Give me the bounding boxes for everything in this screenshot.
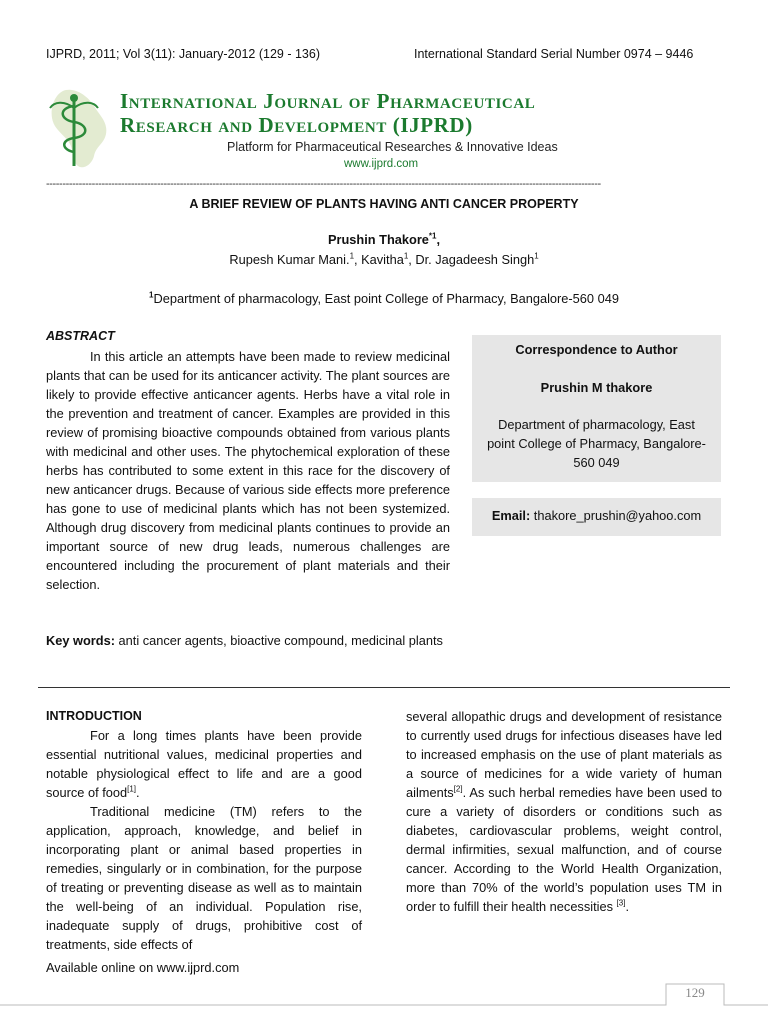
author-line-1: Prushin Thakore$^{*1}$,: [327, 231, 441, 247]
affiliation-sup: 1: [149, 290, 154, 300]
abstract-text: In this article an attempts have been made to review medicinal plants that can be used for its anticancer activity. The plant sources are likely to provide effective anticancer agents. Herbs have a vital role in the prevention and treatment of cancer. Examples are provided in this review of promising bioactive compounds obtained from various plants with medicinal and other uses. The phytochemical exploration of these herbs has contributed to some extent in this race for the discovery of new anticancer drugs. Because of various side effects more preference has gone to use of medicinal plants which has not been systemized. Although drug discovery from medicinal plants continues to provide an important source of new drug leads, numerous challenges are encountered including the procurement of plant materials and their selection.: [46, 349, 450, 592]
correspondence-heading: Correspondence to Author: [515, 342, 678, 357]
author-b-sup: 1: [403, 251, 409, 261]
author-c: , Dr. Jagadeesh Singh: [408, 252, 535, 267]
introduction-paragraph-1: [46, 726, 362, 802]
article-title: A BRIEF REVIEW OF PLANTS HAVING ANTI CANCER PROPERTY: [189, 197, 579, 211]
ref-2[interactable]: [2]: [453, 784, 463, 794]
keywords-label: Key words:: [46, 633, 115, 648]
journal-title-line1: International Journal of Pharmaceutical: [120, 89, 536, 113]
journal-url[interactable]: www.ijprd.com: [344, 158, 419, 170]
author-line-2: [0, 252, 768, 267]
correspondence-address: Department of pharmacology, East point College of Pharmacy, Bangalore-560 049: [487, 417, 706, 470]
page-number-tab: [0, 978, 768, 1024]
intro-col2-text: several allopathic drugs and development of resistance to currently used drugs for infectious diseases have led to increased emphasis on the use of plant materials as a source of medicines for a wide variety of human ailments: [406, 709, 722, 800]
introduction-column-1: [46, 726, 362, 954]
intro-p1-text: For a long times plants have been provide essential nutritional values, medicinal properties and notable physiological effect to life and are a good source of food: [46, 728, 362, 800]
ref-3[interactable]: [3]: [616, 898, 626, 908]
page-number: 129: [685, 985, 705, 1000]
author-c-sup: 1: [534, 251, 539, 261]
email-box: [472, 498, 721, 536]
author-name: Prushin Thakore: [327, 232, 429, 247]
affiliation-text: Department of pharmacology, East point College of Pharmacy, Bangalore-560 049: [153, 291, 619, 306]
journal-title-line2: Research and Development (IJPRD): [120, 113, 473, 137]
correspondence-box: [472, 335, 721, 482]
caduceus-map-logo: [44, 86, 114, 172]
email-label: Email:: [491, 508, 531, 523]
journal-tagline: Platform for Pharmaceutical Researches & Innovative Ideas: [227, 140, 558, 154]
keywords-text: anti cancer agents, bioactive compound, medicinal plants: [114, 633, 443, 648]
introduction-heading: INTRODUCTION: [46, 709, 142, 723]
issn: International Standard Serial Number 0974 – 9446: [414, 47, 694, 61]
introduction-column-2: [406, 707, 722, 916]
abstract-heading: ABSTRACT: [46, 329, 115, 343]
email-address[interactable]: thakore_prushin@yahoo.com: [530, 508, 702, 523]
author-a-sup: 1: [349, 251, 355, 261]
section-divider: [38, 687, 730, 688]
ref-1[interactable]: [1]: [127, 784, 137, 794]
introduction-paragraph-2: Traditional medicine (TM) refers to the application, approach, knowledge, and belief in incorporating plant or animal based properties in remedies, singularly or in combination, for the purpose of treating or preventing disease as well as to maintain the well-being of an individual. Population rise, inadequate supply of drugs, prohibitive cost of treatments, side effects of: [46, 804, 362, 952]
header-separator: --------------------------------------------------------------------------------------------------------------------------------------------------------------------------: [46, 178, 601, 190]
affiliation: [0, 291, 768, 306]
intro-col2-end: .: [625, 899, 630, 914]
intro-col2-mid: . As such herbal remedies have been used to cure a variety of disorders or conditions such as diabetes, cardiovascular problems, weight control, dermal infirmities, sexual malfunction, and of course cancer. According to the World Health Organization, more than 70% of the world’s population uses TM in order to fulfill their health necessities: [406, 785, 722, 914]
author-a: Rupesh Kumar Mani.: [229, 252, 350, 267]
author-sup: *1: [428, 231, 437, 241]
available-online: Available online on www.ijprd.com: [46, 960, 240, 975]
intro-p1-end: .: [136, 785, 140, 800]
citation: IJPRD, 2011; Vol 3(11): January-2012 (129 - 136): [46, 47, 320, 61]
keywords: [46, 631, 450, 650]
correspondence-name: Prushin M thakore: [540, 380, 653, 395]
author-b: , Kavitha: [354, 252, 404, 267]
